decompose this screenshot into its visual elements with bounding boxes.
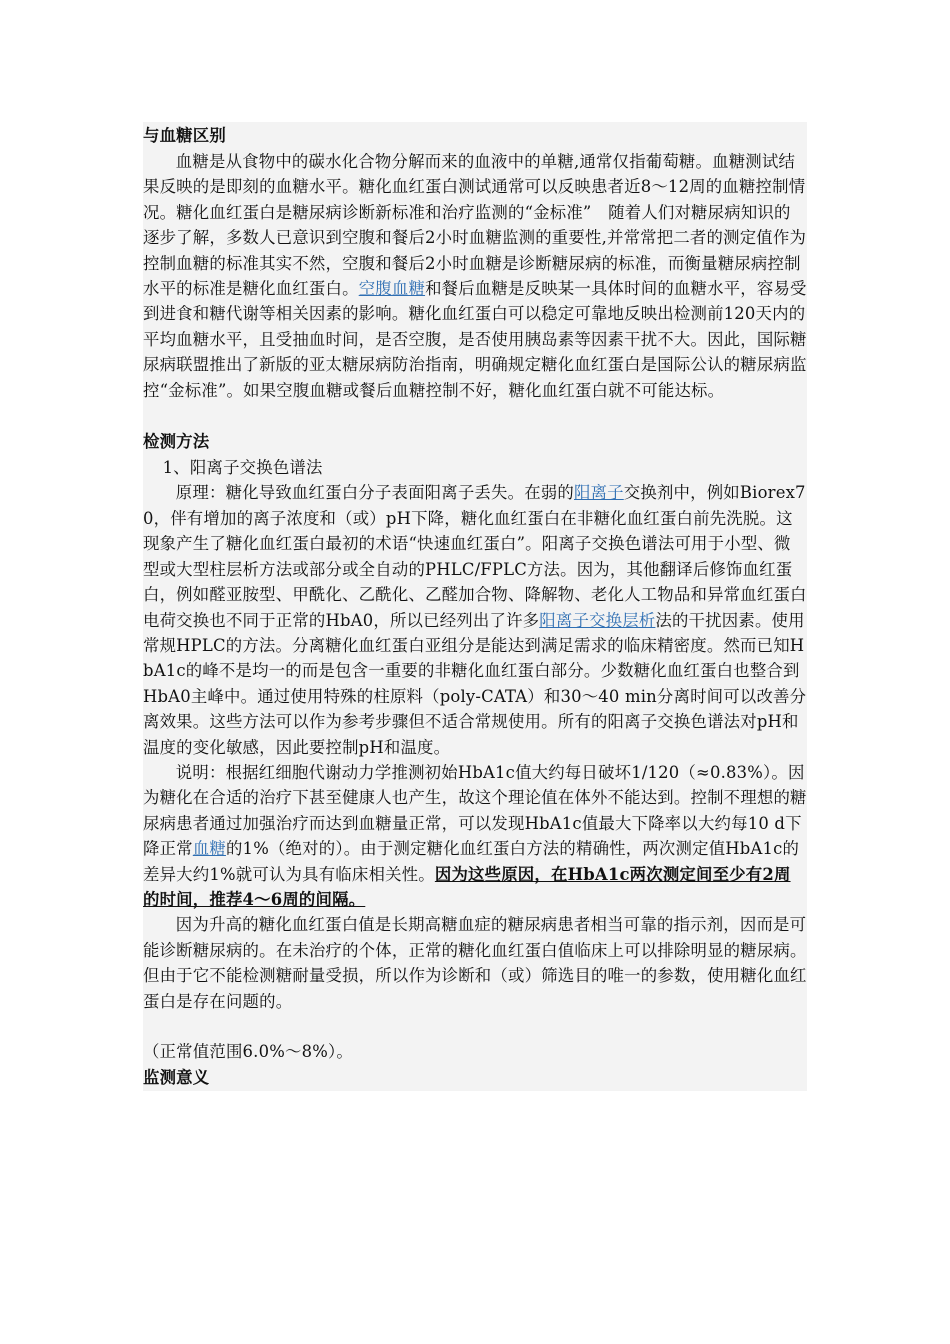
paragraph-explanation <box>143 760 807 912</box>
paragraph-text: 法的干扰因素。使用常规HPLC的方法。分离糖化血红蛋白亚组分是能达到满足需求的临床精密度。然而已知HbA1c的峰不是均一的而是包含一重要的非糖化血红蛋白部分。少数糖化血红蛋白也整合到HbA0主峰中。通过使用特殊的柱原料（poly-CATA）和30～40 min分离时间可以改善分离效果。这些方法可以作为参考步骤但不适合常规使用。所有的阳离子交换色谱法对pH和温度的变化敏感，因此要控制pH和温度。 <box>143 610 807 757</box>
link-blood-sugar[interactable]: 血糖 <box>192 839 226 859</box>
section-heading-methods: 检测方法 <box>143 432 210 452</box>
paragraph-text: 的1%（绝对的）。由于测定糖化血红蛋白方法的精确性，两次测定值HbA1c的差异大约1%就可认为具有临床相关性。 <box>143 839 800 884</box>
document-content <box>143 122 807 1091</box>
link-fasting-blood-sugar[interactable]: 空腹血糖 <box>358 279 426 299</box>
paragraph-text: 血糖是从食物中的碳水化合物分解而来的血液中的单糖,通常仅指葡萄糖。血糖测试结果反映的是即刻的血糖水平。糖化血红蛋白测试通常可以反映患者近8～12周的血糖控制情况。糖化血红蛋白是糖尿病诊断新标准和治疗监测的“金标准” 随着人们对糖尿病知识的逐步了解，多数人已意识到空腹和餐后2小时血糖监测的重要性,并常常把二者的测定值作为控制血糖的标准其实不然，空腹和餐后2小时血糖是诊断糖尿病的标准，而衡量糖尿病控制水平的标准是糖化血红蛋白。 <box>143 152 807 299</box>
spacer <box>143 1014 807 1039</box>
paragraph-diagnosis: 因为升高的糖化血红蛋白值是长期高糖血症的糖尿病患者相当可靠的指示剂，因而是可能诊断糖尿病的。在未治疗的个体，正常的糖化血红蛋白值临床上可以排除明显的糖尿病。但由于它不能检测糖耐量受损，所以作为诊断和（或）筛选目的唯一的参数，使用糖化血红蛋白是存在问题的。 <box>143 915 807 1011</box>
link-cation[interactable]: 阳离子 <box>573 483 624 503</box>
paragraph-blood-sugar-difference <box>143 149 807 403</box>
paragraph-text: 说明：根据红细胞代谢动力学推测初始HbA1c值大约每日破坏1/120（≈0.83%）。因为糖化在合适的治疗下甚至健康人也产生，故这个理论值在体外不能达到。控制不理想的糖尿病患者通过加强治疗而达到血糖量正常，可以发现HbA1c值最大下降率以大约每10 d下降正常 <box>143 762 807 859</box>
paragraph-principle <box>143 480 807 759</box>
section-heading-difference: 与血糖区别 <box>143 126 226 145</box>
normal-range-text: （正常值范围6.0%～8%）。 <box>143 1042 353 1061</box>
emphasis-interval-recommendation: 因为这些原因，在HbA1c两次测定间至少有2周的时间，推荐4～6周的间隔。 <box>143 864 791 909</box>
spacer <box>143 403 807 428</box>
link-cation-exchange-chromatography[interactable]: 阳离子交换层析 <box>539 610 656 630</box>
paragraph-text: 原理：糖化导致血红蛋白分子表面阳离子丢失。在弱的 <box>175 483 574 503</box>
paragraph-text: 交换剂中，例如Biorex70，伴有增加的离子浓度和（或）pH下降，糖化血红蛋白在非糖化血红蛋白前先洗脱。这现象产生了糖化血红蛋白最初的术语“快速血红蛋白”。阳离子交换色谱法可用于小型、微型或大型柱层析方法或部分或全自动的PHLC/FPLC方法。因为，其他翻译后修饰血红蛋白，例如醛亚胺型、甲酰化、乙酰化、乙醛加合物、降解物、老化人工物品和异常血红蛋白电荷交换也不同于正常的HbA0，所以已经列出了许多 <box>143 483 807 630</box>
list-item-cation-exchange: 1、阳离子交换色谱法 <box>162 458 323 478</box>
section-heading-significance: 监测意义 <box>143 1068 210 1088</box>
paragraph-text: 和餐后血糖是反映某一具体时间的血糖水平，容易受到进食和糖代谢等相关因素的影响。糖化血红蛋白可以稳定可靠地反映出检测前120天内的平均血糖水平，且受抽血时间，是否空腹，是否使用胰岛素等因素干扰不大。因此，国际糖尿病联盟推出了新版的亚太糖尿病防治指南，明确规定糖化血红蛋白是国际公认的糖尿病监控“金标准”。如果空腹血糖或餐后血糖控制不好，糖化血红蛋白就不可能达标。 <box>143 279 807 400</box>
